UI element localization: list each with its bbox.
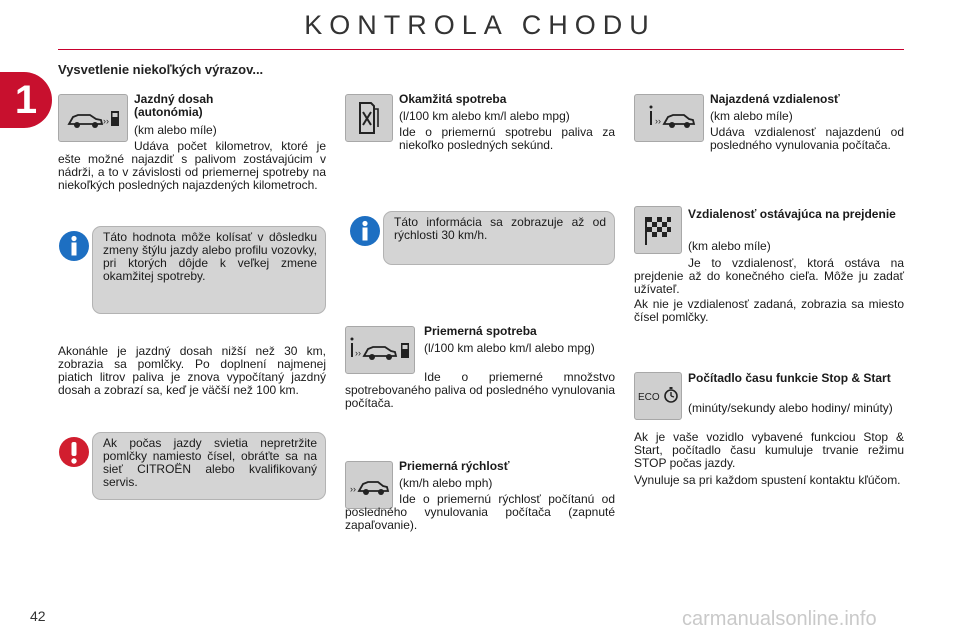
speed-info-box: Táto informácia sa zobrazuje až od rýchlosti 30 km/h. bbox=[383, 211, 615, 265]
info-icon bbox=[349, 215, 381, 247]
instant-body: Ide o priemernú spotrebu paliva za niekoľko posledných sekúnd. bbox=[399, 125, 615, 152]
warning-icon bbox=[58, 436, 90, 468]
stopstart-body-2: Vynuluje sa pri každom spustení kontaktu kľúčom. bbox=[634, 473, 901, 487]
remaining-title: Vzdialenosť ostávajúca na prejdenie bbox=[688, 207, 896, 221]
svg-text:››: ›› bbox=[655, 116, 661, 126]
page-title: KONTROLA CHODU bbox=[304, 10, 656, 40]
avg-speed-body: Ide o priemernú rýchlosť počítanú od posledného vynulovania počítača (zapnuté zapaľovanie). bbox=[345, 492, 615, 532]
svg-text:››: ›› bbox=[103, 116, 109, 126]
watermark: carmanualsonline.info bbox=[682, 608, 877, 630]
fuel-pump-icon bbox=[345, 94, 393, 142]
distance-travelled-icon bbox=[634, 94, 704, 142]
avg-speed-unit: (km/h alebo mph) bbox=[399, 476, 493, 490]
instant-unit: (l/100 km alebo km/l alebo mpg) bbox=[399, 109, 570, 123]
header-rule bbox=[58, 49, 904, 50]
distance-unit: (km alebo míle) bbox=[710, 109, 793, 123]
warning-box: Ak počas jazdy svietia nepretržite pomlčky namiesto čísel, obráťte sa na sieť CITROËN alebo kvalifikovaný servis. bbox=[92, 432, 326, 500]
car-fuel-pump-icon bbox=[58, 94, 128, 142]
section-title: Vysvetlenie niekoľkých výrazov... bbox=[58, 62, 264, 77]
range-info-box: Táto hodnota môže kolísať v dôsledku zmeny štýlu jazdy alebo profilu vozovky, pri ktorých dôjde k veľkej zmene okamžitej spotreby. bbox=[92, 226, 326, 314]
remaining-body-2: Ak nie je vzdialenosť zadaná, zobrazia sa miesto čísel pomlčky. bbox=[634, 297, 904, 324]
stopstart-body-1: Ak je vaše vozidlo vybavené funkciou Stop & Start, počítadlo času kumuluje trvanie režimu STOP počas jazdy. bbox=[634, 430, 904, 470]
remaining-body-1: Je to vzdialenosť, ktorá ostáva na prejdenie až do konečného cieľa. Môže ju zadať užívateľ. bbox=[634, 256, 904, 296]
avg-speed-title: Priemerná rýchlosť bbox=[399, 459, 510, 473]
avg-consumption-body: Ide o priemerné množstvo spotrebovaného paliva od posledného vynulovania počítača. bbox=[345, 370, 615, 410]
eco-timer-icon bbox=[634, 372, 682, 420]
range-unit: (km alebo míle) bbox=[134, 123, 217, 137]
stopstart-title: Počítadlo času funkcie Stop & Start bbox=[688, 371, 891, 385]
eco-label: ECO bbox=[638, 392, 660, 403]
page-number: 42 bbox=[30, 608, 46, 624]
range-paragraph: Akonáhle je jazdný dosah nižší než 30 km, zobrazia sa pomlčky. Po doplnení najmenej piatich litrov paliva je znova vypočítaný jazdný dosah a zobrazí sa, keď je väčší než 100 km. bbox=[58, 344, 326, 397]
svg-text:››: ›› bbox=[355, 348, 361, 358]
avg-consumption-title: Priemerná spotreba bbox=[424, 324, 537, 338]
svg-text:››: ›› bbox=[350, 484, 356, 494]
remaining-unit: (km alebo míle) bbox=[688, 239, 771, 253]
distance-title: Najazdená vzdialenosť bbox=[710, 92, 840, 106]
avg-consumption-unit: (l/100 km alebo km/l alebo mpg) bbox=[424, 341, 595, 355]
info-icon bbox=[58, 230, 90, 262]
range-body: Udáva počet kilometrov, ktoré je ešte možné najazdiť s palivom zostávajúcim v nádrži, a to v závislosti od priemernej spotreby na niekoľkých posledných najazdených kilometroch. bbox=[58, 139, 326, 192]
stopstart-unit: (minúty/sekundy alebo hodiny/ minúty) bbox=[688, 401, 893, 415]
instant-title: Okamžitá spotreba bbox=[399, 92, 507, 106]
chapter-tab: 1 bbox=[0, 72, 52, 128]
average-consumption-icon bbox=[345, 326, 415, 374]
checkered-flag-icon bbox=[634, 206, 682, 254]
distance-body: Udáva vzdialenosť najazdenú od posledného vynulovania počítača. bbox=[710, 125, 904, 152]
range-title: Jazdný dosah (autonómia) bbox=[134, 92, 214, 119]
